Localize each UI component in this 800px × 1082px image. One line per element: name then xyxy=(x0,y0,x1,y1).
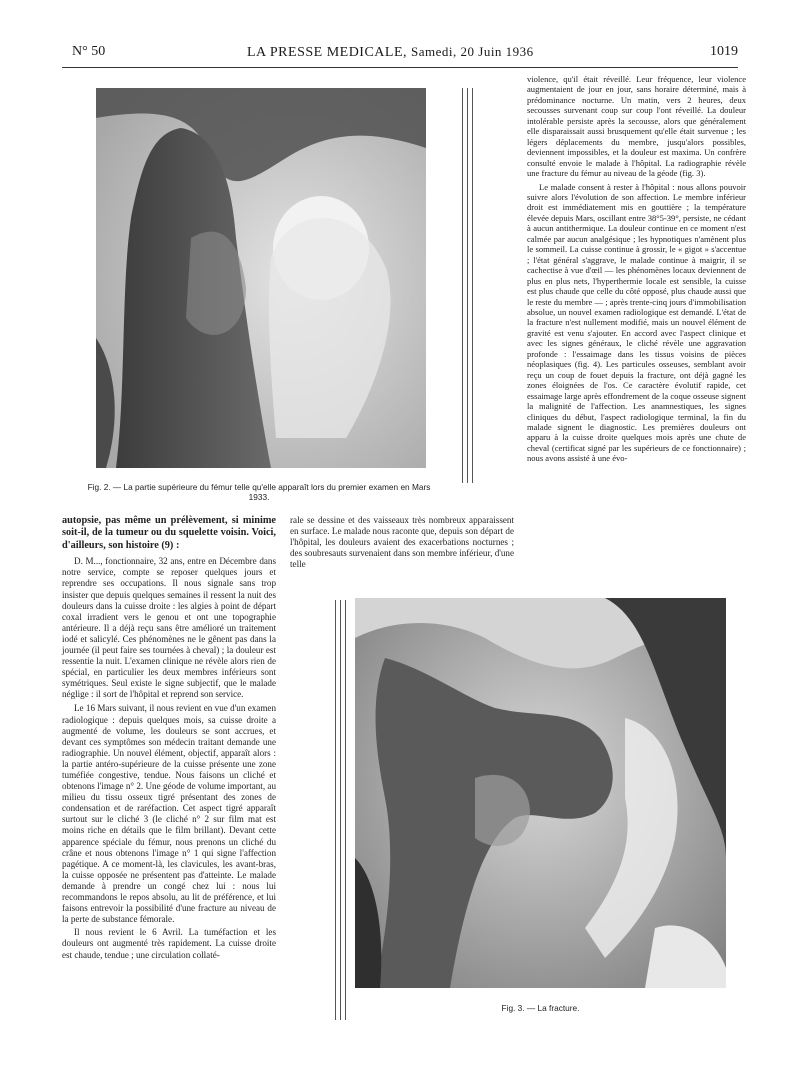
issue-date: Samedi, 20 Juin 1936 xyxy=(411,44,534,59)
figure-2-xray xyxy=(96,88,426,468)
page-number: 1019 xyxy=(710,44,738,59)
paragraph: rale se dessine et des vaisseaux très nombreux apparaissent en surface. Le malade nous raconte que, depuis son départ de l'hôpital, les douleurs avaient des exacerbations nocturnes ; des soubresauts survenaient dans son membre inférieur, d'une telle xyxy=(290,515,515,570)
paragraph: violence, qu'il était réveillé. Leur fréquence, leur violence augmentaient de jour en jour, sans horaire déterminé, mais à prédominance nocturne. Un matin, vers 2 heures, deux secousses survenant coup sur coup l'ont réveillé. La douleur intolérable persiste après la secousse, alors que généralement elle disparaissait aussi brusquement qu'elle était survenue ; les légers déplacements du membre, jusqu'alors possibles, deviennent impossibles, et la douleur est maxima. Un confrère consulté envoie le malade à l'hôpital. La radiographie révèle une fracture du fémur au niveau de la géode (fig. 3). xyxy=(527,74,746,179)
left-column xyxy=(62,515,276,963)
journal-title xyxy=(247,44,534,61)
paragraph: Le 16 Mars suivant, il nous revient en vue d'un examen radiologique : depuis quelques mois, sa cuisse droite a augmenté de volume, les douleurs se sont accrues, et devant ces symptômes son médecin traitant demande une radiographie. Un nouvel élément, objectif, apparaît alors : la partie antéro-supérieure de la cuisse présente une zone tuméfiée congestive, tendue. Nous faisons un cliché et obtenons l'image n° 2. Une géode de volume important, au milieu du tissu osseux tigré présentant des zones de condensation et de raréfaction. Cet aspect tigré apparaît surtout sur le cliché 3 (le cliché n° 2 sur film mat est moins riche en détails que le film brillant). Devant cette apparence spéciale du fémur, nous prenons un cliché du crâne et nous obtenons l'image n° 1 qui signe l'affection pagétique. A ce moment-là, les clavicules, les avant-bras, la cuisse opposée ne présentent pas d'atteinte. Le malade demande à prendre un congé chez lui : nous lui recommandons le repos absolu, au lit de préférence, et lui faisons entrevoir la possibilité d'une fracture au niveau de la perte de substance fémorale. xyxy=(62,703,276,925)
figure-3-xray xyxy=(355,598,726,988)
figure-3-caption: Fig. 3. — La fracture. xyxy=(501,1003,580,1013)
column-rule xyxy=(462,88,463,483)
paragraph: Il nous revient le 6 Avril. La tuméfaction et les douleurs ont augmenté très rapidement. La cuisse droite est chaude, tendue ; une circulation collaté- xyxy=(62,927,276,960)
figure-2-caption: Fig. 2. — La partie supérieure du fémur telle qu'elle apparaît lors du premier examen en Mars 1933. xyxy=(87,482,431,502)
section-intro: autopsie, pas même un prélèvement, si minime soit-il, de la tumeur ou du squelette voisin. Voici, d'ailleurs, son histoire (9) : xyxy=(62,515,276,551)
paragraph: Le malade consent à rester à l'hôpital : nous allons pouvoir suivre alors l'évolution de son affection. Le membre inférieur droit est immédiatement mis en gouttière ; la température élevée depuis Mars, oscillant entre 38°5-39°, persiste, ne cédant à aucun antithermique. La douleur continue en ce moment n'est calmée par aucun analgésique ; les hypnotiques n'amènent plus le sommeil. La cuisse continue à grossir, le « gigot » s'accentue ; l'état général s'aggrave, le malade continue à maigrir, il se cachectise à vue d'œil — les phénomènes locaux deviennent de plus en plus nets, l'hyperthermie locale est sensible, la cuisse est plus chaude que celle du côté opposé, plus chaude aussi que le reste du membre — ; après trente-cinq jours d'immobilisation absolue, un nouvel examen radiologique est demandé. L'état de la fracture n'est nullement modifié, mais un nouvel élément de gravité est venu s'ajouter. En accord avec l'aspect clinique et avec les signes généraux, le cliché révèle une aggravation profonde : l'essaimage dans les tissus voisins de pièces néoplasiques (fig. 4). Les particules osseuses, semblant avoir reçu un coup de fouet depuis la fracture, ont déjà gagné les zones éloignées de l'os. Ce caractère évolutif rapide, cet essaimage large après effondrement de la coque osseuse signent la malignité de l'affection. Les anamnestiques, les signes cliniques du début, l'aspect radiologique terminal, la fin du malade signent le diagnostic. Les premières douleurs ont apparu à la cuisse droite quelques mois après une chute de cheval (certificat signé par les supérieurs de ce fonctionnaire) ; nous avons assisté à une évo- xyxy=(527,181,746,464)
journal-name: LA PRESSE MEDICALE, xyxy=(247,45,408,60)
paragraph: D. M..., fonctionnaire, 32 ans, entre en Décembre dans notre service, compte se reposer quelques jours et reprendre ses occupations. Il nous signale sans trop insister que depuis quelques semaines il ressent la nuit des douleurs dans la cuisse droite : les algies à point de départ coxal irradient vers le genou et ont une topographie antérieure. Il a déjà reçu sans être amélioré un traitement iodé et salicylé. Ces phénomènes ne le gênent pas dans la journée (il peut faire ses tournées à cheval) ; la douleur est ressentie la nuit. L'examen clinique ne révèle alors rien de spécial, en particulier les deux membres inférieurs sont symétriques. Seul existe le signe subjectif, que le malade néglige : il sort de l'hôpital et reprend son service. xyxy=(62,556,276,700)
column-rule xyxy=(467,88,468,483)
issue-number: N° 50 xyxy=(72,44,106,59)
middle-column xyxy=(290,515,514,572)
column-rule xyxy=(345,600,346,1020)
header-rule xyxy=(62,67,738,68)
page-header xyxy=(62,44,738,64)
column-rule xyxy=(472,88,473,483)
column-rule xyxy=(340,600,341,1020)
column-rule xyxy=(335,600,336,1020)
right-column xyxy=(527,74,746,466)
